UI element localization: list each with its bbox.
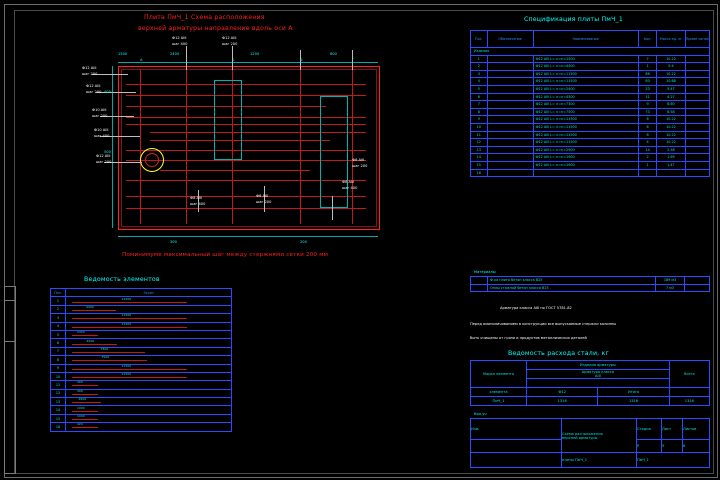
spec-cell: 5 [471,85,488,93]
rebar-sketch [72,310,116,311]
rebar-length-label: 2400 [77,330,85,335]
ved-sketch-cell [66,372,232,380]
rebar-sketch [72,335,98,336]
spec-cell: 15 [471,161,488,169]
callout-sublabel: шаг 400 [94,134,110,138]
ved-elem-table [50,288,232,432]
table-section-row [471,48,710,56]
vs-row-itogo: 1316 [628,399,639,403]
spec-cell: 3 [471,70,488,78]
rebar-sketch [72,394,98,395]
ved-sketch-cell [66,314,232,322]
spec-cell: Ф12 AIII L= n=n=11500 [533,70,638,78]
ved-sketch-cell [66,389,232,397]
ved-pos-cell: 8 [51,356,66,364]
spec-cell: 14 [638,146,657,154]
ved-steel-title: Ведомость расхода стали, кг [508,350,609,357]
rebar-length-label: 11500 [121,372,132,377]
ved-sketch-cell [66,305,232,313]
rebar-length-label: 4400 [86,304,94,309]
spec-cell [685,85,709,93]
tb-sheet-name: ПмЧ_1 [637,458,649,462]
spec-cell: 1 [638,161,657,169]
spec-cell [487,70,533,78]
vs-h-class: Арматура класса [581,370,615,374]
spec-cell [487,131,533,139]
table-row [471,55,710,63]
note-line-1: Арматура класса АIII по ГОСТ 5781-82 [500,306,572,310]
spec-cell: Ф12 AIII L= n=n=4500 [533,93,638,101]
spec-cell: Ф12 AIII L= n=n=11500 [533,116,638,124]
leader-line [92,74,128,75]
spec-cell: 4 [638,139,657,147]
vs-row-mark: ПмЧ_1 [492,399,505,403]
ved-sketch-cell [66,356,232,364]
spec-cell: Ф12 AIII L= n=n=11500 [533,123,638,131]
vs-h-d12: Ф12 [558,390,566,394]
rebar-sketch [72,369,187,370]
vs-h-group: Изделия арматуры [579,363,616,367]
rebar-line-vertical [140,70,141,224]
callout-sublabel: шаг 200 [96,160,112,164]
column-circle-inner [145,153,159,167]
callout-sublabel: шаг 400 [172,42,188,46]
axis-label: А [140,58,143,62]
dimension-label: 2400 [170,52,180,56]
spec-cell: 9 [638,101,657,109]
ved-sketch-cell [66,322,232,330]
spec-cell [685,131,709,139]
rebar-line [126,208,366,209]
spec-cell: 7 [638,55,657,63]
spec-cell: 1.47 [657,161,685,169]
leader-line [186,46,187,70]
table-row [471,108,710,116]
rebar-sketch [72,318,187,319]
table-row [471,78,710,86]
dimension-label: 200 [300,240,307,244]
mat-cell: Ф‑ка плита бетон класса В25 [488,277,656,285]
spec-cell [487,55,533,63]
vs-row-total: 1316 [684,399,694,403]
rebar-length-label: 400 [77,388,83,393]
tb-line1: Схема расположения [562,431,603,436]
table-row [471,70,710,78]
rebar-sketch [72,327,187,328]
table-header-row [471,31,710,48]
tb-line2: верхней арматуры [562,435,598,440]
spec-cell: 2.58 [657,146,685,154]
mat-cell [471,277,488,285]
tb-line3: плиты ПмЧ_1 [562,458,588,462]
ved-sketch-cell [66,381,232,389]
rebar-sketch [72,352,145,353]
spec-cell [685,116,709,124]
table-row [471,277,710,285]
spec-cell: 6.58 [657,108,685,116]
ved-pos-cell: 12 [51,389,66,397]
vs-h-marka: Марка элемента [482,372,515,376]
spec-cell: Ф12 AIII L= n=n=7300 [533,101,638,109]
spec-cell: 1 [638,63,657,71]
spec-cell [685,78,709,86]
rebar-sketch [72,385,98,386]
spec-cell [487,101,533,109]
rebar-sketch [72,427,98,428]
rebar-sketch [72,411,98,412]
spec-cell [685,161,709,169]
spec-header-cell: Поз. [471,31,488,48]
axis-label: Г [352,58,355,62]
ved-pos-cell: 11 [51,381,66,389]
rebar-sketch [72,377,187,378]
callout-label: Ф12 AIII [82,66,97,70]
table-row [51,330,232,338]
spec-cell: 13 [471,146,488,154]
rebar-length-label: 11500 [121,296,132,301]
spec-table [470,30,710,177]
ved-pos-cell: 5 [51,330,66,338]
tb-col-sheet: Лист [662,427,672,431]
rebar-line [160,170,310,171]
callout-label: Ф10 AIII [92,108,107,112]
ved-pos-cell: 16 [51,423,66,431]
callout-sublabel: шаг 200 [256,200,272,204]
spec-cell: 5.4 [657,63,685,71]
spec-cell: 8 [471,108,488,116]
spec-cell: 10 [471,123,488,131]
spec-cell [685,146,709,154]
rebar-length-label: 400 [77,380,83,385]
leader-line [96,92,136,93]
rebar-length-label: 7500 [101,355,110,360]
vs-h-total: Всего [683,372,695,376]
spec-cell [487,93,533,101]
spec-cell: 11 [638,93,657,101]
ved-elem-title: Ведомость элементов [84,276,160,283]
table-row [471,154,710,162]
rebar-length-label: 4500 [86,338,95,343]
spec-cell: 73 [638,108,657,116]
spec-cell [533,169,638,177]
title-block-caption: Кол.уч [474,412,487,416]
table-row [51,314,232,322]
table-row [51,297,232,305]
spec-cell [638,169,657,177]
spec-cell: 23 [638,85,657,93]
spec-cell: 6 [638,116,657,124]
dimension-label: 300 [170,240,177,244]
dimension-line [118,62,378,63]
spec-cell: Ф12 AIII L= n=n=2900 [533,146,638,154]
spec-cell: 4 [471,78,488,86]
spec-cell [487,78,533,86]
rebar-sketch [72,360,147,361]
spec-cell [685,169,709,177]
callout-label: Ф8 AIII [352,158,365,162]
dimension-label: 400 [104,90,111,94]
ved-pos-cell: 7 [51,347,66,355]
ved-sketch-cell [66,414,232,422]
spec-cell [685,154,709,162]
ved-header-cell: Эскиз [66,289,232,297]
spec-cell: 9 [471,116,488,124]
callout-label: Ф8 AIII [256,194,269,198]
spec-cell: Ф12 AIII L= n=n=11500 [533,139,638,147]
callout-label: Ф8 AIII [342,180,355,184]
spec-header-cell: Обозначение [487,31,533,48]
spec-cell [685,55,709,63]
table-row [471,169,710,177]
table-row [471,139,710,147]
table-row [471,116,710,124]
callout-label: Ф12 AIII [96,154,111,158]
spec-cell: Ф12 AIII L= n=n=11500 [533,78,638,86]
spec-cell [487,108,533,116]
table-row [51,339,232,347]
rebar-length-label: 2900 [78,397,87,402]
callout-sublabel: шаг 400 [342,186,358,190]
ved-sketch-cell [66,406,232,414]
ved-sketch-cell [66,364,232,372]
table-row [471,161,710,169]
spec-cell: 10.22 [657,123,685,131]
column-outline [214,80,242,160]
rebar-length-label: 7300 [100,346,109,351]
mat-cell: 7 м3 [656,284,685,292]
spec-cell: Ф12 AIII L= n=n=11500 [533,131,638,139]
spec-cell: 10.22 [657,70,685,78]
spec-cell: 14 [471,154,488,162]
sheet-left-margin-cell [4,300,16,342]
mat-cell: 189 м3 [656,277,685,285]
spec-cell: 10.88 [657,78,685,86]
callout-label: Ф8 AIII [190,196,203,200]
rebar-line-vertical [352,70,353,224]
rebar-sketch [72,402,101,403]
ved-pos-cell: 2 [51,305,66,313]
mat-cell [471,284,488,292]
spec-cell: Ф12 AIII L= n=n=1900 [533,154,638,162]
spec-cell [685,123,709,131]
spec-cell: 5.47 [657,85,685,93]
spec-cell: 1 [471,55,488,63]
column-outline [320,96,348,208]
spec-cell [487,123,533,131]
spec-cell [685,93,709,101]
table-row [471,63,710,71]
plate-note: Поминимуме максимальный шаг между стержнями сетки 200 мм [122,252,329,258]
spec-cell: Ф12 AIII L= n=n=7500 [533,108,638,116]
tb-left-rows: Изм. [471,427,480,431]
ved-sketch-cell [66,339,232,347]
table-row [471,101,710,109]
callout-sublabel: шаг 200 [352,164,368,168]
rebar-sketch [72,344,117,345]
spec-cell: 7 [471,101,488,109]
rebar-length-label: 1900 [77,414,85,419]
ved-sketch-cell [66,347,232,355]
dimension-line [112,66,113,228]
spec-cell [685,63,709,71]
rebar-sketch [72,302,187,303]
spec-header-cell: Кол. [638,31,657,48]
spec-header-cell: Наименование [533,31,638,48]
table-row [51,356,232,364]
spec-cell: 2 [638,154,657,162]
spec-cell: 10.22 [657,131,685,139]
spec-cell [685,70,709,78]
axis-label: Б [232,58,235,62]
note-line-3: быть очищены от грязи и продуктов металлических деталей [470,336,587,340]
ved-pos-cell: 9 [51,364,66,372]
ved-pos-cell: 10 [51,372,66,380]
tb-val-sheet: 5 [662,444,665,448]
spec-cell [685,101,709,109]
rebar-length-label: 11500 [121,313,132,318]
plate-title-line2: верхней арматуры направление вдоль оси А [138,25,293,32]
ved-pos-cell: 14 [51,406,66,414]
spec-cell: 12 [471,139,488,147]
axis-label: В [300,58,303,62]
tb-col-stage: Стадия [637,427,651,431]
spec-cell: 6 [471,93,488,101]
table-row [471,131,710,139]
spec-cell: 4.27 [657,93,685,101]
dimension-label: 1500 [118,52,128,56]
rebar-line-vertical [186,70,187,224]
spec-cell [685,139,709,147]
spec-cell: 10.22 [657,139,685,147]
spec-cell: 11 [471,131,488,139]
spec-cell [657,169,685,177]
title-block [470,418,710,468]
callout-sublabel: шаг 200 [92,114,108,118]
callout-sublabel: шаг 200 [82,72,98,76]
dimension-label: 600 [330,52,337,56]
ved-steel-table [470,360,710,406]
table-row [51,347,232,355]
spec-cell: 8 [638,131,657,139]
spec-cell: Ф12 AIII L= n=n=1500 [533,55,638,63]
table-header-row [51,289,232,297]
spec-cell [487,63,533,71]
spec-cell: 10.22 [657,55,685,63]
mat-cell: Оплы стяжной бетон класса В25 [488,284,656,292]
spec-cell: 2 [471,63,488,71]
plate-title-line1: Плита ПмЧ_1 Схема расположения [144,14,265,21]
ved-header-cell: Поз. [51,289,66,297]
table-row [471,146,710,154]
spec-cell: 1.69 [657,154,685,162]
spec-cell: 86 [638,70,657,78]
spec-cell: 6.60 [657,101,685,109]
spec-title: Спецификация плиты ПмЧ_1 [524,16,624,23]
vs-h-elem: элемента [489,390,508,394]
callout-label: Ф10 AIII [94,128,109,132]
note-line-2: Перед омоноличиванием в конструкции все выпускаемые стержни колонны [470,322,617,326]
ved-pos-cell: 1 [51,297,66,305]
spec-cell: 10.22 [657,116,685,124]
ved-pos-cell: 4 [51,322,66,330]
spec-cell [487,146,533,154]
table-row [471,123,710,131]
rebar-length-label: 11500 [121,321,132,326]
leader-line [264,186,265,212]
spec-materials-table [470,276,710,292]
callout-sublabel: шаг 200 [222,42,238,46]
table-row [471,284,710,292]
vs-h-class2: AIII [595,374,601,378]
callout-label: Ф12 AIII [86,84,101,88]
spec-materials-label: Материалы [474,270,496,274]
spec-cell: Ф12 AIII L= n=n=2400 [533,85,638,93]
rebar-length-label: 420 [77,422,83,427]
tb-col-sheets: Листов [683,427,697,431]
table-row [471,93,710,101]
ved-pos-cell: 6 [51,339,66,347]
dimension-label: 500 [104,150,111,154]
mat-cell [685,277,710,285]
callout-label: Ф12 AIII [222,36,237,40]
rebar-sketch [72,419,98,420]
spec-section-label: Изделия [471,48,710,56]
table-row [51,423,232,431]
rebar-length-label: 1900 [77,405,85,410]
spec-cell [487,116,533,124]
spec-cell [685,108,709,116]
ved-sketch-cell [66,423,232,431]
vs-h-itogo: Итого [628,390,640,394]
table-row [51,364,232,372]
spec-cell: 16 [471,169,488,177]
spec-header-cell: Масса ед. кг [657,31,685,48]
callout-sublabel: шаг 200 [86,90,102,94]
spec-cell [487,139,533,147]
dimension-line [118,236,378,237]
spec-cell: Ф12 AIII L= n=n=1900 [533,161,638,169]
spec-cell: 80 [638,78,657,86]
ved-pos-cell: 3 [51,314,66,322]
ved-sketch-cell [66,398,232,406]
leader-line [332,196,333,220]
callout-sublabel: шаг 400 [190,202,206,206]
callout-label: Ф12 AIII [172,36,187,40]
table-row [51,305,232,313]
vs-row-d12: 1316 [557,399,567,403]
rebar-line-vertical [300,70,301,224]
spec-header-cell: Приме чание [685,31,709,48]
mat-cell [685,284,710,292]
dimension-label: 1200 [250,52,260,56]
rebar-line [126,84,366,85]
spec-cell: 6 [638,123,657,131]
leader-line [198,190,199,212]
ved-pos-cell: 15 [51,414,66,422]
spec-cell [487,85,533,93]
tb-val-stage: Р [637,444,640,448]
spec-cell: Ф12 AIII L= n=n=4400 [533,63,638,71]
spec-cell [487,169,533,177]
rebar-length-label: 11500 [121,363,132,368]
tb-val-sheets: 6 [683,444,686,448]
table-row [471,85,710,93]
ved-pos-cell: 13 [51,398,66,406]
spec-cell [487,154,533,162]
spec-cell [487,161,533,169]
